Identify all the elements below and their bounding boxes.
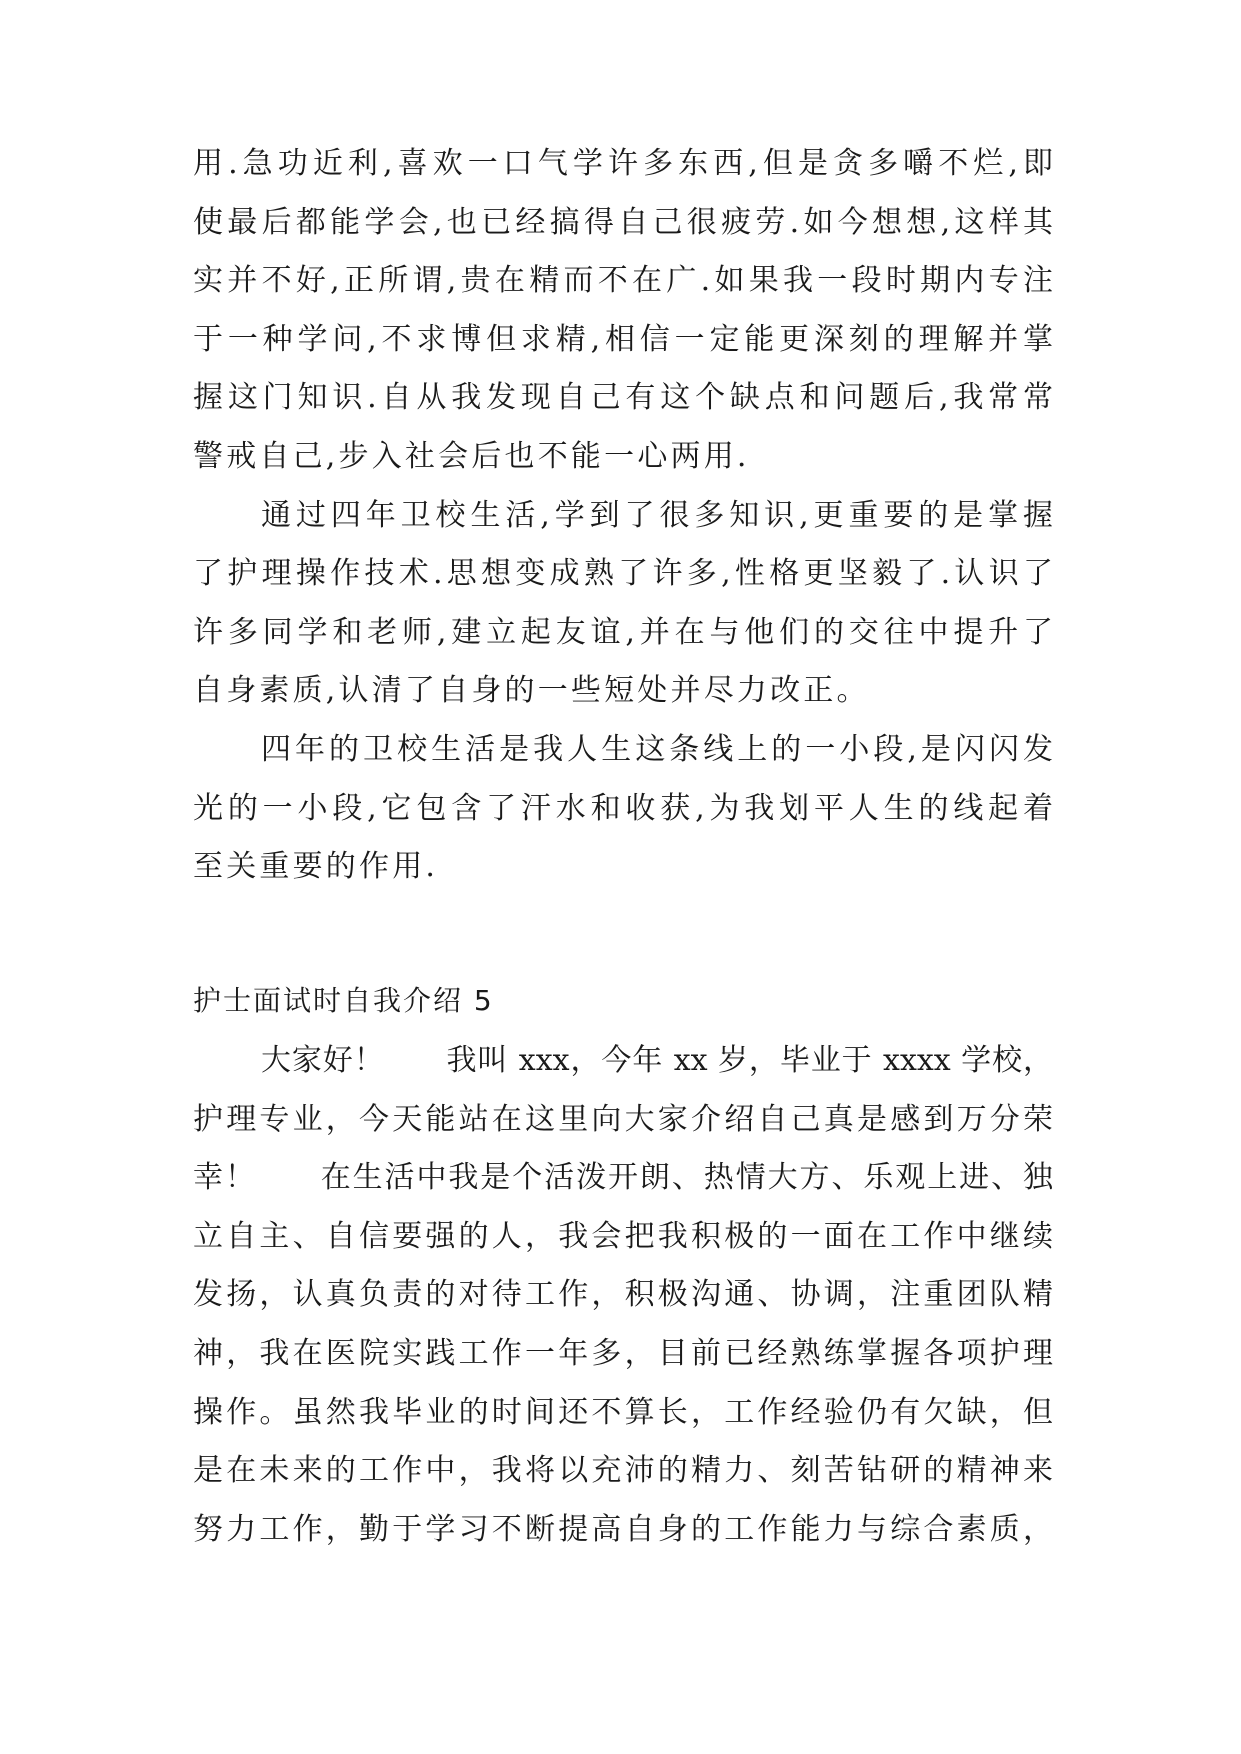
text-line: 立自主、自信要强的人，我会把我积极的一面在工作中继续 [193, 1218, 1053, 1254]
text-line: 通过四年卫校生活,学到了很多知识,更重要的是掌握 [261, 497, 1053, 533]
body-text-bottom [193, 1032, 1053, 1559]
text-line: 是在未来的工作中，我将以充沛的精力、刻苦钻研的精神来 [193, 1453, 1053, 1489]
text-line: 大家好！ 我叫 xxx，今年 xx 岁，毕业于 xxxx 学校， [261, 1043, 1053, 1078]
text-line: 于一种学问,不求博但求精,相信一定能更深刻的理解并掌 [193, 321, 1053, 357]
text-line: 握这门知识.自从我发现自己有这个缺点和问题后,我常常 [193, 380, 1053, 416]
section-heading: 护士面试时自我介绍 5 [193, 984, 494, 1017]
text-line: 四年的卫校生活是我人生这条线上的一小段,是闪闪发 [261, 731, 1053, 767]
text-line: 光的一小段,它包含了汗水和收获,为我划平人生的线起着 [193, 790, 1053, 826]
text-line: 许多同学和老师,建立起友谊,并在与他们的交往中提升了 [193, 614, 1053, 650]
text-line: 神，我在医院实践工作一年多，目前已经熟练掌握各项护理 [193, 1335, 1053, 1371]
text-line: 努力工作，勤于学习不断提高自身的工作能力与综合素质， [193, 1511, 1053, 1547]
text-line: 幸！ 在生活中我是个活泼开朗、热情大方、乐观上进、独 [193, 1160, 1053, 1196]
body-text-top [193, 135, 1053, 897]
text-line: 了护理操作技术.思想变成熟了许多,性格更坚毅了.认识了 [193, 556, 1053, 592]
text-line: 发扬，认真负责的对待工作，积极沟通、协调，注重团队精 [193, 1277, 1053, 1313]
text-line: 用.急功近利,喜欢一口气学许多东西,但是贪多嚼不烂,即 [193, 146, 1053, 181]
text-line: 警戒自己,步入社会后也不能一心两用. [193, 438, 750, 474]
text-line: 实并不好,正所谓,贵在精而不在广.如果我一段时期内专注 [193, 263, 1053, 299]
text-line: 至关重要的作用. [193, 849, 439, 885]
text-line: 自身素质,认清了自身的一些短处并尽力改正。 [193, 673, 870, 709]
text-line: 操作。虽然我毕业的时间还不算长，工作经验仍有欠缺，但 [193, 1394, 1053, 1430]
text-line: 使最后都能学会,也已经搞得自己很疲劳.如今想想,这样其 [193, 204, 1053, 240]
text-line: 护理专业，今天能站在这里向大家介绍自己真是感到万分荣 [193, 1101, 1053, 1137]
